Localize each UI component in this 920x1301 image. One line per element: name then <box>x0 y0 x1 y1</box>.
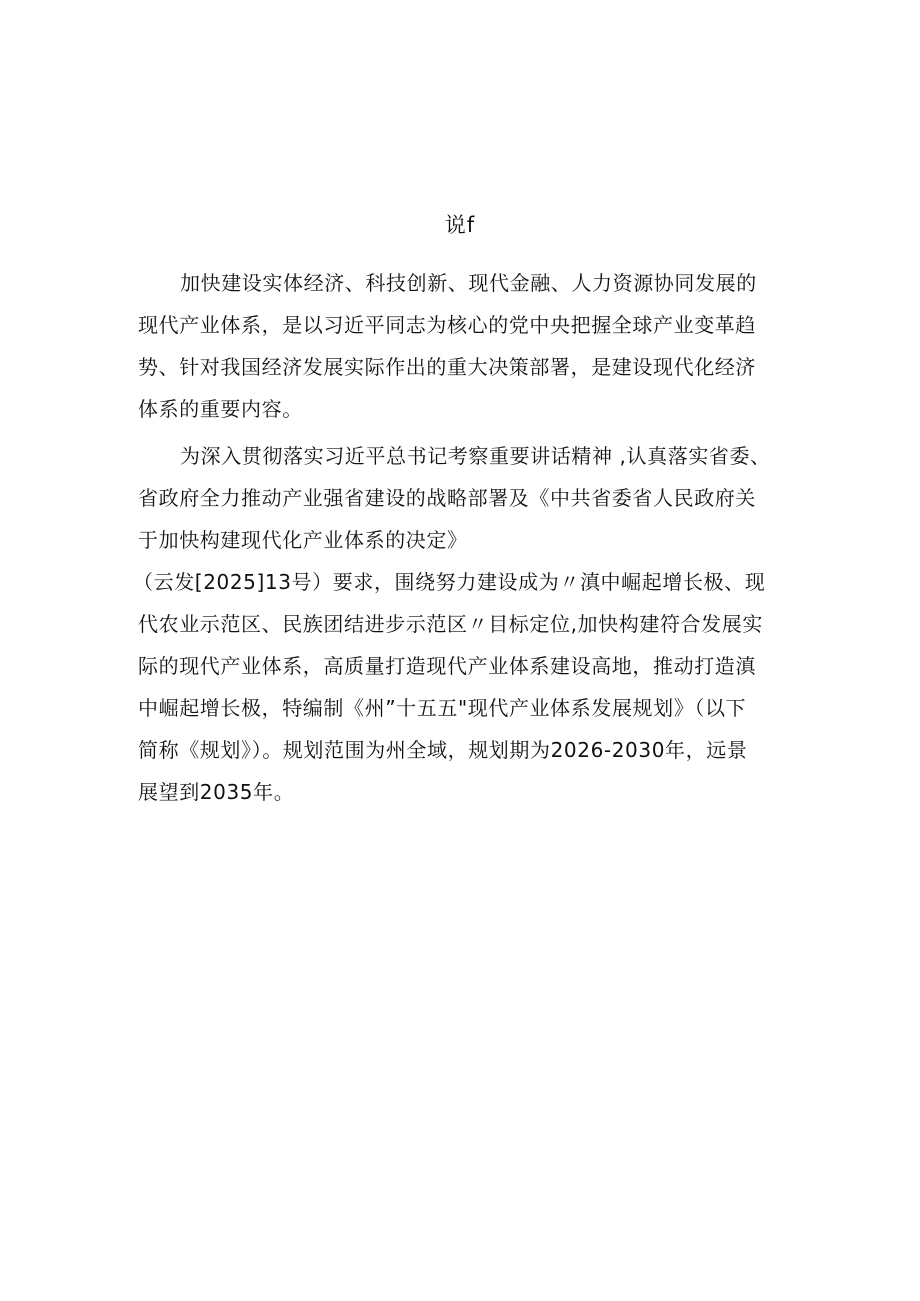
paragraph-1-line-1: 加快建设实体经济、科技创新、现代金融、人力资源协同发展的 <box>180 271 757 295</box>
paragraph-2-line-1: 为深入贯彻落实习近平总书记考察重要讲话精神 ,认真落实省委、 <box>180 444 771 468</box>
paragraph-2-line-4: （云发[2025]13号）要求，围绕努力建设成为〃滇中崛起增长极、现 <box>133 570 766 594</box>
document-title: 说f <box>444 213 476 237</box>
paragraph-2-line-8: 简称《规划》）。规划范围为州全域，规划期为2026-2030年，远景 <box>138 738 748 762</box>
paragraph-1-line-2: 现代产业体系，是以习近平同志为核心的党中央把握全球产业变革趋 <box>138 313 756 337</box>
paragraph-1-line-3: 势、针对我国经济发展实际作出的重大决策部署，是建设现代化经济 <box>138 355 756 379</box>
paragraph-2-line-5: 代农业示范区、民族团结进步示范区〃目标定位,加快构建符合发展实 <box>138 612 763 636</box>
paragraph-2-line-9: 展望到2035年。 <box>138 780 295 804</box>
paragraph-2-line-6: 际的现代产业体系，高质量打造现代产业体系建设高地，推动打造滇 <box>138 654 756 678</box>
paragraph-1-line-4: 体系的重要内容。 <box>138 397 303 421</box>
paragraph-2-line-3: 于加快构建现代化产业体系的决定》 <box>138 528 468 552</box>
paragraph-2-line-7: 中崛起增长极，特编制《州”十五五"现代产业体系发展规划》（以下 <box>138 696 747 720</box>
paragraph-2-line-2: 省政府全力推动产业强省建设的战略部署及《中共省委省人民政府关 <box>138 486 756 510</box>
